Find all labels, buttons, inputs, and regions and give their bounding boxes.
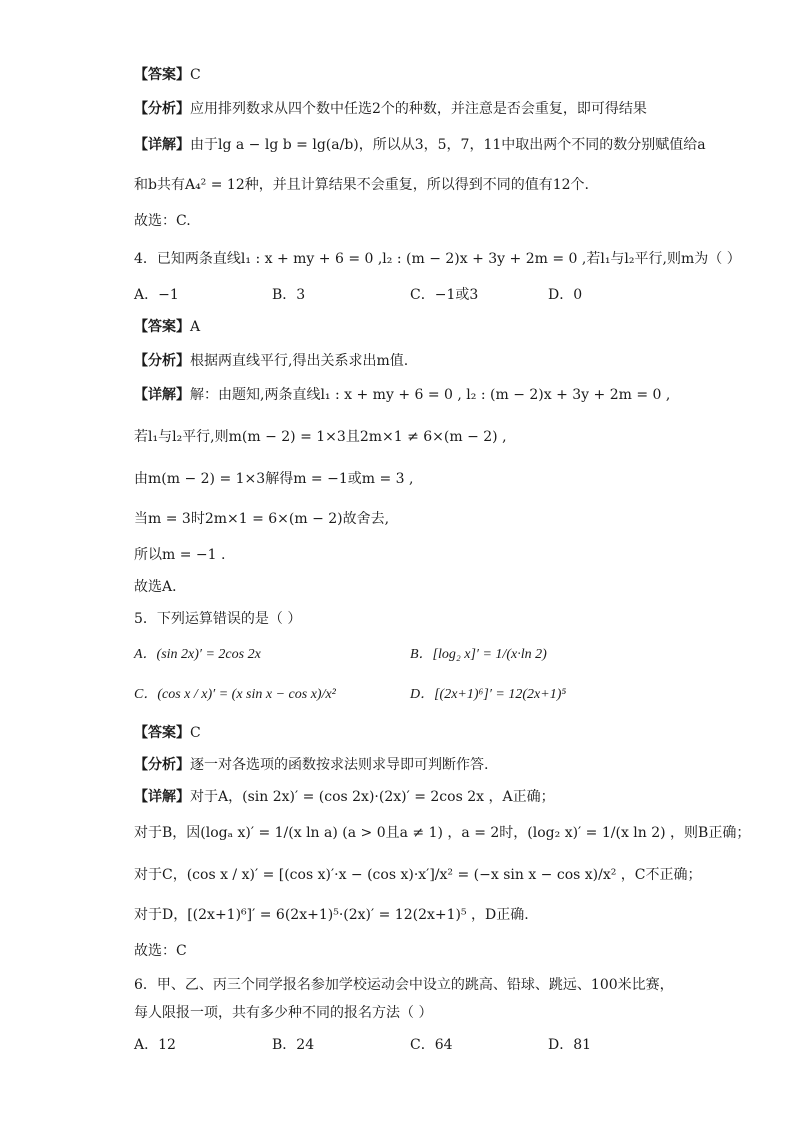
q3-answer-line	[134, 66, 201, 84]
q6-stem-line-2: 每人限报一项，共有多少种不同的报名方法（ ）	[134, 1005, 433, 1021]
q5-line-2: 对于B，因(logₐ x)′ = 1/(x ln a) (a > 0且a ≠ 1) ，a = 2时，(log₂ x)′ = 1/(x ln 2) ，则B正确；	[134, 825, 751, 841]
q3-analysis: 应用排列数求从四个数中任选2个的种数，并注意是否会重复，即可得结果	[190, 101, 647, 117]
q4-stem: 4．已知两条直线l₁ : x + my + 6 = 0 ,l₂ : (m − 2)x + 3y + 2m = 0 ,若l₁与l₂平行,则m为（ ）	[134, 251, 741, 267]
q4-option-d: D．0	[548, 287, 583, 303]
q4-conclusion: 故选A．	[134, 579, 187, 595]
q5-answer: C	[190, 725, 201, 741]
q3-conclusion: 故选：C.	[134, 213, 191, 229]
q5-option-b: B．[log₂ x]′ = 1/(x·ln 2)	[410, 647, 547, 662]
q5-analysis-line	[134, 756, 488, 774]
q4-detail-1: 解：由题知,两条直线l₁ : x + my + 6 = 0 , l₂ : (m − 2)x + 3y + 2m = 0 ,	[190, 387, 671, 403]
q4-option-a: A．−1	[134, 287, 179, 303]
analysis-tag: 【分析】	[134, 353, 190, 369]
q4-detail-line-1	[134, 386, 670, 404]
analysis-tag: 【分析】	[134, 101, 190, 117]
q4-option-c: C．−1或3	[410, 287, 479, 303]
q4-analysis-line	[134, 352, 408, 370]
q5-detail-line-1	[134, 788, 555, 806]
analysis-tag: 【分析】	[134, 757, 190, 773]
q6-option-a: A．12	[134, 1037, 176, 1053]
q3-answer: C	[190, 67, 201, 83]
q6-stem-line-1: 6．甲、乙、丙三个同学报名参加学校运动会中设立的跳高、铅球、跳远、100米比赛，	[134, 977, 674, 993]
q4-answer: A	[190, 319, 201, 335]
q4-line-5: 所以m = −1 .	[134, 547, 226, 563]
q5-detail-1: 对于A，(sin 2x)′ = (cos 2x)·(2x)′ = 2cos 2x ，A正确；	[190, 789, 555, 805]
q3-detail-line-2: 和b共有A₄² = 12种，并且计算结果不会重复，所以得到不同的值有12个.	[134, 177, 590, 193]
q4-analysis: 根据两直线平行,得出关系求出m值.	[190, 353, 409, 369]
detail-tag: 【详解】	[134, 789, 190, 805]
q5-analysis: 逐一对各选项的函数按求法则求导即可判断作答.	[190, 757, 489, 773]
detail-tag: 【详解】	[134, 137, 190, 153]
q6-option-d: D．81	[548, 1037, 592, 1053]
q5-line-3: 对于C，(cos x / x)′ = [(cos x)′·x − (cos x)·x′]/x² = (−x sin x − cos x)/x² ，C不正确；	[134, 867, 702, 883]
q5-answer-line	[134, 724, 201, 742]
q4-option-b: B．3	[272, 287, 306, 303]
q4-line-4: 当m = 3时2m×1 = 6×(m − 2)故舍去,	[134, 511, 390, 527]
answer-tag: 【答案】	[134, 725, 190, 741]
q5-option-a: A．(sin 2x)′ = 2cos 2x	[134, 647, 261, 662]
q3-analysis-line	[134, 100, 647, 118]
answer-tag: 【答案】	[134, 67, 190, 83]
detail-tag: 【详解】	[134, 387, 190, 403]
q5-conclusion: 故选：C	[134, 943, 187, 959]
q4-line-2: 若l₁与l₂平行,则m(m − 2) = 1×3且2m×1 ≠ 6×(m − 2) ,	[134, 429, 507, 445]
answer-tag: 【答案】	[134, 319, 190, 335]
q5-option-c: C．(cos x / x)′ = (x sin x − cos x)/x²	[134, 687, 336, 702]
q4-answer-line	[134, 318, 200, 336]
q6-option-b: B．24	[272, 1037, 315, 1053]
q6-option-c: C．64	[410, 1037, 453, 1053]
q3-detail-line-1	[134, 136, 706, 154]
q5-line-4: 对于D，[(2x+1)⁶]′ = 6(2x+1)⁵·(2x)′ = 12(2x+1)⁵ ，D正确.	[134, 907, 529, 923]
q4-line-3: 由m(m − 2) = 1×3解得m = −1或m = 3 ,	[134, 471, 414, 487]
q5-stem: 5．下列运算错误的是（ ）	[134, 611, 302, 627]
q5-option-d: D．[(2x+1)⁶]′ = 12(2x+1)⁵	[410, 687, 567, 702]
q3-detail-1: 由于lg a − lg b = lg(a/b)，所以从3，5，7，11中取出两个不同的数分别赋值给a	[190, 137, 706, 153]
